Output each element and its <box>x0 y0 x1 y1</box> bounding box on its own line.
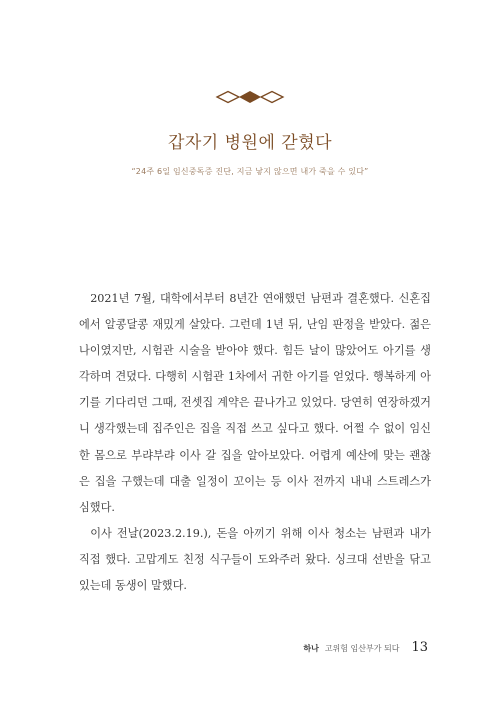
paragraph: 2021년 7월, 대학에서부터 8년간 연애했던 남편과 결혼했다. 신혼집에서 알콩달콩 재밌게 살았다. 그런데 1년 뒤, 난임 판정을 받았다. 젊은 나이였지만, 시험관 시술을 받아야 했다. 힘든 날이 많았어도 아기를 생각하며 견뎠다. 다행히 시험관 1차에서 귀한 아기를 얻었다. 행복하게 아기를 기다리던 그때, 전셋집 계약은 끝나가고 있었다. 당연히 연장하겠거니 생각했는데 집주인은 집을 직접 쓰고 싶다고 했다. 어쩔 수 없이 임신한 몸으로 부랴부랴 이사 갈 집을 알아보았다. 어렵게 예산에 맞는 괜찮은 집을 구했는데 대출 일정이 꼬이는 등 이사 전까지 내내 스트레스가 심했다. <box>79 292 431 514</box>
diamond-ornament-icon <box>215 90 285 104</box>
page-number: 13 <box>411 640 428 655</box>
footer-section-title: 고위험 임산부가 되다 <box>324 644 400 653</box>
footer-part-label: 하나 <box>303 644 319 653</box>
paragraph: 이사 전날(2023.2.19.), 돈을 아끼기 위해 이사 청소는 남편과 내가 직접 했다. 고맙게도 친정 식구들이 도와주러 왔다. 싱크대 선반을 닦고 있는데 동생이 말했다. <box>79 526 431 593</box>
body-text <box>79 286 431 599</box>
page-footer <box>0 640 428 655</box>
chapter-subtitle: “24주 6일 임신중독증 진단, 지금 낳지 않으면 내가 죽을 수 있다” <box>131 167 369 176</box>
chapter-title: 갑자기 병원에 갇혔다 <box>167 133 333 153</box>
chapter-ornament <box>0 90 500 104</box>
